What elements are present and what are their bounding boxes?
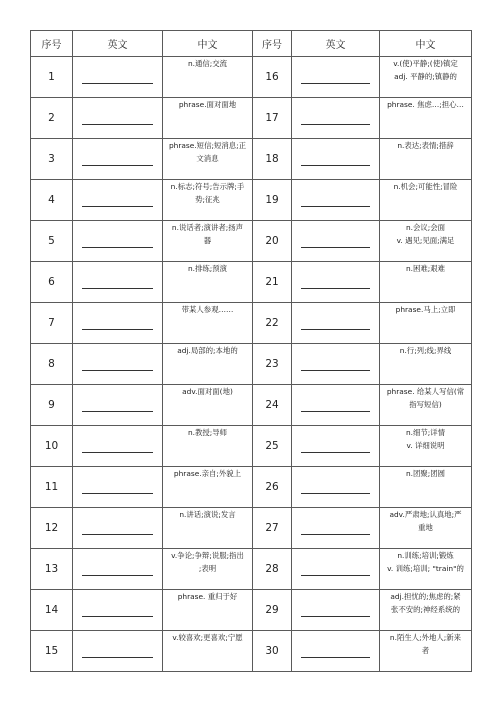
chinese-meaning [380, 98, 472, 139]
english-answer-cell[interactable] [73, 549, 163, 590]
chinese-meaning [163, 631, 253, 672]
meaning-line: n.会议;会面 [405, 223, 446, 232]
english-answer-cell[interactable] [73, 180, 163, 221]
meaning-line: phrase.面对面地 [178, 100, 237, 109]
item-number: 1 [31, 57, 73, 98]
english-answer-cell[interactable] [292, 508, 380, 549]
meaning-line: phrase.短信;短消息;正 [168, 141, 246, 150]
english-answer-cell[interactable] [292, 590, 380, 631]
chinese-meaning [163, 549, 253, 590]
meaning-line: adj.担忧的;焦虑的;紧 [390, 592, 461, 601]
table-row [31, 508, 472, 549]
meaning-line: 指写短信) [409, 400, 442, 409]
answer-blank-line[interactable] [82, 481, 153, 494]
item-number: 21 [253, 262, 292, 303]
meaning-line: v.(使)平静;(使)镇定 [393, 59, 458, 68]
english-answer-cell[interactable] [292, 631, 380, 672]
meaning-line: v. 训练;培训; "train"的 [387, 564, 464, 573]
answer-blank-line[interactable] [301, 481, 370, 494]
table-row [31, 262, 472, 303]
chinese-meaning [163, 262, 253, 303]
meaning-line: v. 遇见;见面;满足 [396, 236, 455, 245]
item-number: 8 [31, 344, 73, 385]
meaning-line: n.陌生人;外地人;新来 [389, 633, 462, 642]
meaning-line: 文消息 [196, 154, 219, 163]
chinese-meaning [163, 303, 253, 344]
answer-blank-line[interactable] [82, 358, 153, 371]
chinese-meaning [380, 467, 472, 508]
item-number: 28 [253, 549, 292, 590]
meaning-line: n.说话者;演讲者;扬声 [171, 223, 244, 232]
meaning-line: n.机会;可能性;冒险 [393, 182, 458, 191]
chinese-meaning [380, 549, 472, 590]
english-answer-cell[interactable] [73, 467, 163, 508]
chinese-meaning [380, 631, 472, 672]
meaning-line: 张不安的;神经系统的 [390, 605, 460, 614]
english-answer-cell[interactable] [73, 590, 163, 631]
item-number: 7 [31, 303, 73, 344]
meaning-line: n.通信;交流 [187, 59, 228, 68]
chinese-meaning [380, 262, 472, 303]
item-number: 10 [31, 426, 73, 467]
answer-blank-line[interactable] [82, 153, 153, 166]
item-number: 9 [31, 385, 73, 426]
chinese-meaning [163, 467, 253, 508]
english-answer-cell[interactable] [292, 180, 380, 221]
meaning-line: 者 [421, 646, 430, 655]
chinese-meaning [380, 508, 472, 549]
meaning-line: adv.严肃地;认真地;严 [389, 510, 462, 519]
english-answer-cell[interactable] [73, 303, 163, 344]
header-english-left: 英文 [73, 31, 163, 57]
meaning-line: n.细节;详情 [405, 428, 446, 437]
item-number: 25 [253, 426, 292, 467]
meaning-line: n.标志;符号;告示牌;手 [170, 182, 245, 191]
english-answer-cell[interactable] [73, 57, 163, 98]
meaning-line: v.争论;争辩;说服;指出 [171, 551, 244, 560]
chinese-meaning [163, 344, 253, 385]
english-answer-cell[interactable] [292, 385, 380, 426]
meaning-line: n.困难;艰难 [405, 264, 446, 273]
answer-blank-line[interactable] [82, 522, 153, 535]
chinese-meaning [380, 590, 472, 631]
table-row [31, 344, 472, 385]
header-chinese-right: 中文 [380, 31, 472, 57]
item-number: 11 [31, 467, 73, 508]
item-number: 5 [31, 221, 73, 262]
item-number: 30 [253, 631, 292, 672]
table-row [31, 426, 472, 467]
meaning-line: ;表明 [198, 564, 217, 573]
answer-blank-line[interactable] [301, 71, 370, 84]
item-number: 15 [31, 631, 73, 672]
chinese-meaning [380, 180, 472, 221]
item-number: 4 [31, 180, 73, 221]
answer-blank-line[interactable] [301, 440, 370, 453]
item-number: 23 [253, 344, 292, 385]
item-number: 17 [253, 98, 292, 139]
item-number: 22 [253, 303, 292, 344]
answer-blank-line[interactable] [82, 112, 153, 125]
answer-blank-line[interactable] [82, 399, 153, 412]
english-answer-cell[interactable] [292, 57, 380, 98]
english-answer-cell[interactable] [292, 344, 380, 385]
answer-blank-line[interactable] [82, 71, 153, 84]
meaning-line: v. 详细说明 [406, 441, 445, 450]
item-number: 24 [253, 385, 292, 426]
table-row [31, 590, 472, 631]
answer-blank-line[interactable] [82, 317, 153, 330]
english-answer-cell[interactable] [292, 221, 380, 262]
answer-blank-line[interactable] [301, 522, 370, 535]
answer-blank-line[interactable] [301, 399, 370, 412]
answer-blank-line[interactable] [301, 645, 370, 658]
answer-blank-line[interactable] [301, 604, 370, 617]
answer-blank-line[interactable] [301, 563, 370, 576]
chinese-meaning [163, 590, 253, 631]
english-answer-cell[interactable] [292, 426, 380, 467]
english-answer-cell[interactable] [73, 426, 163, 467]
item-number: 6 [31, 262, 73, 303]
english-answer-cell[interactable] [73, 262, 163, 303]
header-row [31, 31, 472, 57]
chinese-meaning [163, 508, 253, 549]
answer-blank-line[interactable] [301, 112, 370, 125]
meaning-line: 器 [203, 236, 212, 245]
answer-blank-line[interactable] [82, 440, 153, 453]
chinese-meaning [163, 139, 253, 180]
table-row [31, 549, 472, 590]
meaning-line: n.排练;预演 [187, 264, 228, 273]
meaning-line: phrase. 焦虑…;担心… [387, 100, 464, 109]
chinese-meaning [380, 221, 472, 262]
meaning-line: adj. 平静的;镇静的 [394, 72, 457, 81]
chinese-meaning [163, 221, 253, 262]
english-answer-cell[interactable] [73, 221, 163, 262]
meaning-line: 带某人参观…… [181, 305, 234, 314]
chinese-meaning [380, 57, 472, 98]
english-answer-cell[interactable] [73, 139, 163, 180]
meaning-line: adj.局部的;本地的 [177, 346, 238, 355]
table-row [31, 303, 472, 344]
answer-blank-line[interactable] [301, 235, 370, 248]
chinese-meaning [163, 98, 253, 139]
meaning-line: phrase.马上;立即 [395, 305, 456, 314]
answer-blank-line[interactable] [301, 276, 370, 289]
chinese-meaning [163, 385, 253, 426]
english-answer-cell[interactable] [73, 98, 163, 139]
header-index-right: 序号 [253, 31, 292, 57]
meaning-line: 势;征兆 [195, 195, 220, 204]
meaning-line: n.表达;表情;措辞 [397, 141, 454, 150]
item-number: 16 [253, 57, 292, 98]
english-answer-cell[interactable] [292, 549, 380, 590]
english-answer-cell[interactable] [73, 344, 163, 385]
meaning-line: adv.面对面(地) [182, 387, 233, 396]
table-row [31, 139, 472, 180]
chinese-meaning [380, 385, 472, 426]
meaning-line: n.讲话;演说;发言 [179, 510, 236, 519]
answer-blank-line[interactable] [82, 235, 153, 248]
answer-blank-line[interactable] [82, 194, 153, 207]
table-row [31, 631, 472, 672]
meaning-line: n.教授;导师 [187, 428, 228, 437]
item-number: 19 [253, 180, 292, 221]
item-number: 26 [253, 467, 292, 508]
meaning-line: n.行;列;线;界线 [399, 346, 452, 355]
meaning-line: n.训练;培训;锻炼 [397, 551, 454, 560]
item-number: 29 [253, 590, 292, 631]
answer-blank-line[interactable] [301, 194, 370, 207]
vocabulary-table [30, 30, 472, 672]
meaning-line: phrase. 重归于好 [177, 592, 238, 601]
english-answer-cell[interactable] [292, 262, 380, 303]
meaning-line: n.团聚;团圆 [405, 469, 446, 478]
answer-blank-line[interactable] [82, 563, 153, 576]
answer-blank-line[interactable] [82, 645, 153, 658]
answer-blank-line[interactable] [301, 317, 370, 330]
chinese-meaning [380, 426, 472, 467]
chinese-meaning [163, 180, 253, 221]
meaning-line: phrase.亲自;外貌上 [173, 469, 242, 478]
english-answer-cell[interactable] [73, 385, 163, 426]
table-row [31, 467, 472, 508]
table-row [31, 221, 472, 262]
chinese-meaning [163, 57, 253, 98]
answer-blank-line[interactable] [301, 358, 370, 371]
meaning-line: 重地 [418, 523, 433, 532]
chinese-meaning [380, 303, 472, 344]
answer-blank-line[interactable] [82, 604, 153, 617]
answer-blank-line[interactable] [82, 276, 153, 289]
item-number: 27 [253, 508, 292, 549]
english-answer-cell[interactable] [292, 139, 380, 180]
answer-blank-line[interactable] [301, 153, 370, 166]
meaning-line: v.较喜欢;更喜欢;宁愿 [172, 633, 243, 642]
header-index-left: 序号 [31, 31, 73, 57]
header-english-right: 英文 [292, 31, 380, 57]
english-answer-cell[interactable] [73, 508, 163, 549]
english-answer-cell[interactable] [292, 467, 380, 508]
table-row [31, 98, 472, 139]
english-answer-cell[interactable] [73, 631, 163, 672]
chinese-meaning [380, 344, 472, 385]
item-number: 2 [31, 98, 73, 139]
header-chinese-left: 中文 [163, 31, 253, 57]
table-row [31, 180, 472, 221]
meaning-line: phrase. 给某人写信(常 [386, 387, 465, 396]
item-number: 14 [31, 590, 73, 631]
item-number: 18 [253, 139, 292, 180]
item-number: 20 [253, 221, 292, 262]
chinese-meaning [380, 139, 472, 180]
item-number: 3 [31, 139, 73, 180]
english-answer-cell[interactable] [292, 98, 380, 139]
table-row [31, 57, 472, 98]
item-number: 12 [31, 508, 73, 549]
table-row [31, 385, 472, 426]
chinese-meaning [163, 426, 253, 467]
english-answer-cell[interactable] [292, 303, 380, 344]
item-number: 13 [31, 549, 73, 590]
vocabulary-rows [31, 57, 472, 672]
